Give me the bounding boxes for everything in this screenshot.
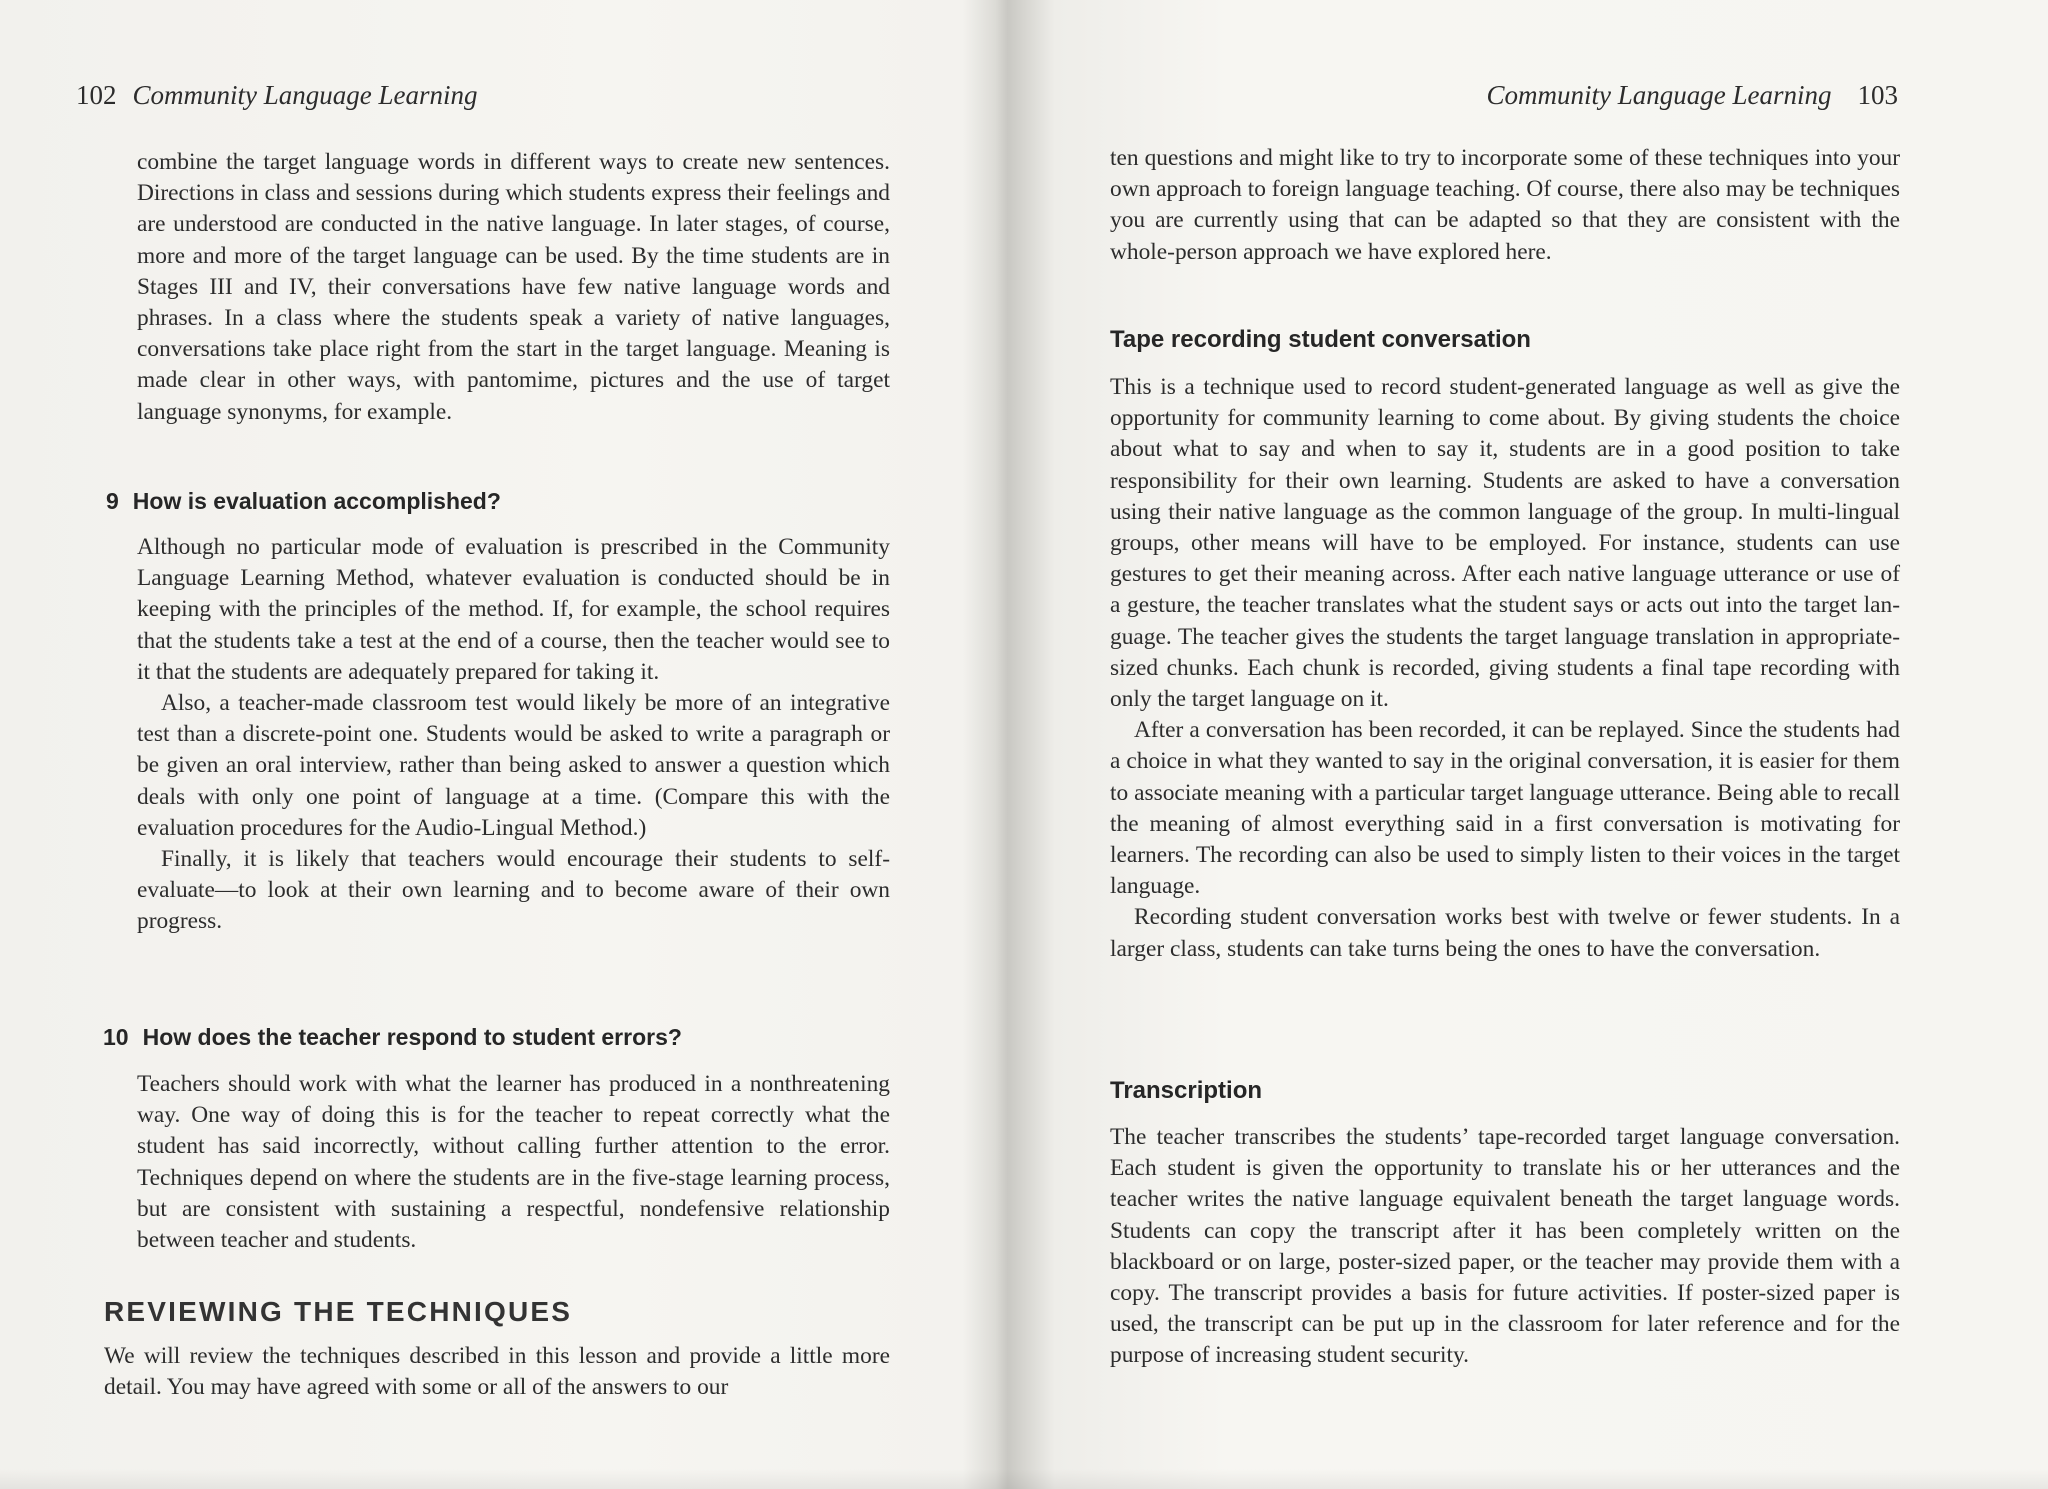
section-intro-text bbox=[104, 1341, 890, 1403]
technique-1-heading: Tape recording student conversation bbox=[1110, 326, 1531, 353]
right-running-title: Community Language Learning bbox=[1486, 80, 1832, 110]
right-continuation-text bbox=[1110, 143, 1900, 268]
q9-paragraph-1: Although no particular mode of evaluation is prescribed in the Community Language Learning Method, whatever evaluation is conducted should be in keeping with the principles of the method. If, for example, the school requires that the students take a test at the end of a course, then the teacher would see to it that the students are adequately prepared for taking it. bbox=[137, 534, 890, 685]
left-page bbox=[0, 0, 1000, 1489]
question-9-heading bbox=[106, 488, 501, 515]
q9-paragraph-3: Finally, it is likely that teachers would encourage their students to self-evaluate—to look at their own learning and to become aware of their own progress. bbox=[137, 846, 890, 935]
intro-paragraph: combine the target language words in different ways to create new sentences. Directions in class and sessions during which students express their feelings and are understood are conducted in the native language. In later stages, of course, more and more of the target language can be used. By the time students are in Stages III and IV, their conversations have few native language words and phrases. In a class where the students speak a variety of native languages, conversations take place right from the start in the target language. Meaning is made clear in other ways, with pantomime, pictures and the use of target language synonyms, for example. bbox=[137, 149, 890, 425]
right-page bbox=[1000, 0, 2048, 1489]
left-intro-text bbox=[137, 147, 890, 428]
q10-paragraph-1: Teachers should work with what the learner has produced in a nonthreatening way. One way of doing this is for the teacher to repeat correctly what the student has said incorrectly, without calling further attention to the error. Techniques depend on where the students are in the five-stage learning process, but are consistent with sustaining a respectful, nondefensive relationship between teacher and students. bbox=[137, 1071, 890, 1254]
t1-paragraph-3: Recording student conversation works best with twelve or fewer students. In a larger class, students can take turns being the ones to have the conversation. bbox=[1110, 904, 1900, 962]
left-running-title: Community Language Learning bbox=[132, 80, 478, 110]
question-10-body bbox=[137, 1069, 890, 1256]
right-page-number: 103 bbox=[1857, 80, 1898, 110]
question-9-title: How is evaluation accomplished? bbox=[132, 488, 501, 514]
question-9-body bbox=[137, 532, 890, 938]
continuation-paragraph: ten questions and might like to try to incorporate some of these techniques into your own approach to foreign language teaching. Of course, there also may be techniques you are currently using that can be adapted so that they are consistent with the whole-person approach we have explored here. bbox=[1110, 145, 1900, 265]
question-10-title: How does the teacher respond to student errors? bbox=[142, 1024, 682, 1050]
question-10-heading bbox=[103, 1024, 682, 1051]
technique-1-body bbox=[1110, 372, 1900, 965]
technique-2-body bbox=[1110, 1122, 1900, 1372]
section-heading: REVIEWING THE TECHNIQUES bbox=[104, 1296, 573, 1327]
q9-paragraph-2: Also, a teacher-made classroom test would likely be more of an integrative test than a discrete-point one. Students would be asked to write a paragraph or be given an oral interview, rather than being asked to answer a question which deals with only one point of language at a time. (Compare this with the evaluation procedures for the Audio-Lingual Method.) bbox=[137, 690, 890, 841]
t2-paragraph-1: The teacher transcribes the students’ tape-recorded target language conversation. Each student is given the opportunity to translate his or her utterances and the teacher writes the native language equivalent beneath the target language words. Students can copy the transcript after it has been completely written on the blackboard or on large, poster-sized paper, or the teacher may provide them with a copy. The transcript provides a basis for future activities. If poster-sized paper is used, the transcript can be put up in the classroom for later reference and for the purpose of increasing student security. bbox=[1110, 1124, 1900, 1369]
question-9-number: 9 bbox=[106, 488, 119, 514]
left-page-number: 102 bbox=[76, 80, 117, 110]
left-running-head bbox=[76, 80, 478, 111]
question-10-number: 10 bbox=[103, 1024, 129, 1050]
technique-2-heading: Transcription bbox=[1110, 1077, 1263, 1104]
t1-paragraph-1: This is a technique used to record student-generated language as well as give the opportunity for community learning to come about. By giving students the choice about what to say and when to say it, students are in a good position to take responsibility for their own learning. Students are asked to have a conversation using their native language as the common language of the group. In multi-lingual groups, other means will have to be employed. For instance, students can use gestures to get their meaning across. After each native language utterance or use of a gesture, the teacher translates what the student says or acts out into the target language. The teacher gives the students the target language translation in appropriate-sized chunks. Each chunk is recorded, giving students a final tape recording with only the target language on it. bbox=[1110, 374, 1900, 713]
t1-paragraph-2: After a conversation has been recorded, it can be replayed. Since the students had a choice in what they wanted to say in the original conversation, it is easier for them to associate meaning with a particular target language utterance. Being able to recall the meaning of almost everything said in a first conversation is motivating for learners. The recording can also be used to simply listen to their voices in the target language. bbox=[1110, 717, 1900, 900]
right-running-head bbox=[1486, 80, 1898, 111]
section-paragraph: We will review the techniques described in this lesson and provide a little more detail. You may have agreed with some or all of the answers to our bbox=[104, 1343, 890, 1401]
